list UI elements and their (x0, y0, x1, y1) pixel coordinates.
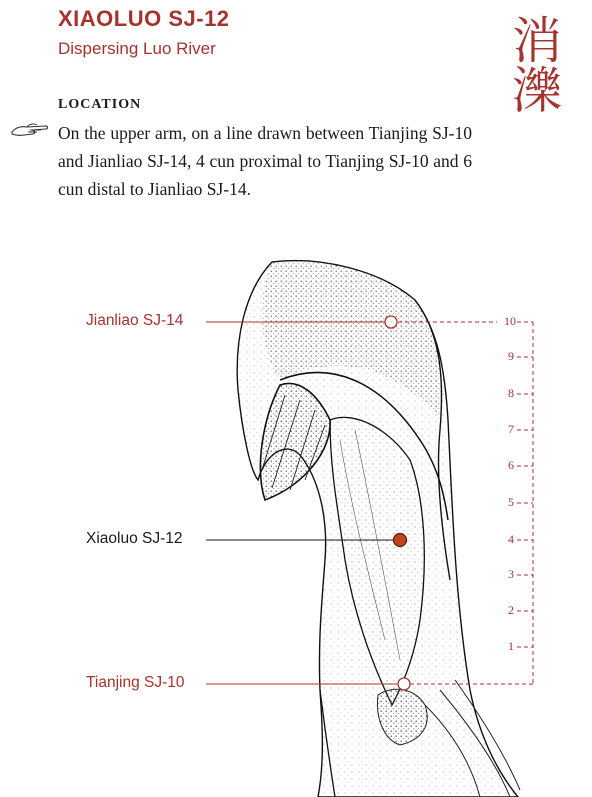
scale-number-1: 1 (508, 639, 514, 653)
xiaoluo-label: Xiaoluo SJ-12 (86, 530, 183, 547)
chinese-calligraphy: 消濼 (504, 14, 562, 114)
scale-number-2: 2 (508, 603, 514, 617)
scale-number-6: 6 (508, 458, 514, 472)
scale-number-4: 4 (508, 532, 514, 546)
scale-number-3: 3 (508, 567, 514, 581)
jianliao-point-marker (385, 316, 397, 328)
scale-number-9: 9 (508, 349, 514, 363)
jianliao-label: Jianliao SJ-14 (86, 312, 184, 329)
scale-number-7: 7 (508, 422, 514, 436)
point-subtitle: Dispersing Luo River (58, 39, 216, 58)
arm-illustration (237, 261, 520, 797)
tianjing-point-marker (398, 678, 410, 690)
scale-number-5: 5 (508, 495, 514, 509)
tianjing-label: Tianjing SJ-10 (86, 674, 185, 691)
scale-number-8: 8 (508, 386, 514, 400)
point-title: XIAOLUO SJ-12 (58, 6, 230, 31)
xiaoluo-point-marker (394, 534, 407, 547)
scale-number-10: 10 (504, 314, 516, 328)
location-heading: LOCATION (58, 97, 142, 112)
location-description: On the upper arm, on a line drawn between Tianjing SJ-10 and Jianliao SJ-14, 4 cun proximal to Tianjing SJ-10 and 6 cun distal to Jianliao SJ-14. (58, 123, 472, 199)
